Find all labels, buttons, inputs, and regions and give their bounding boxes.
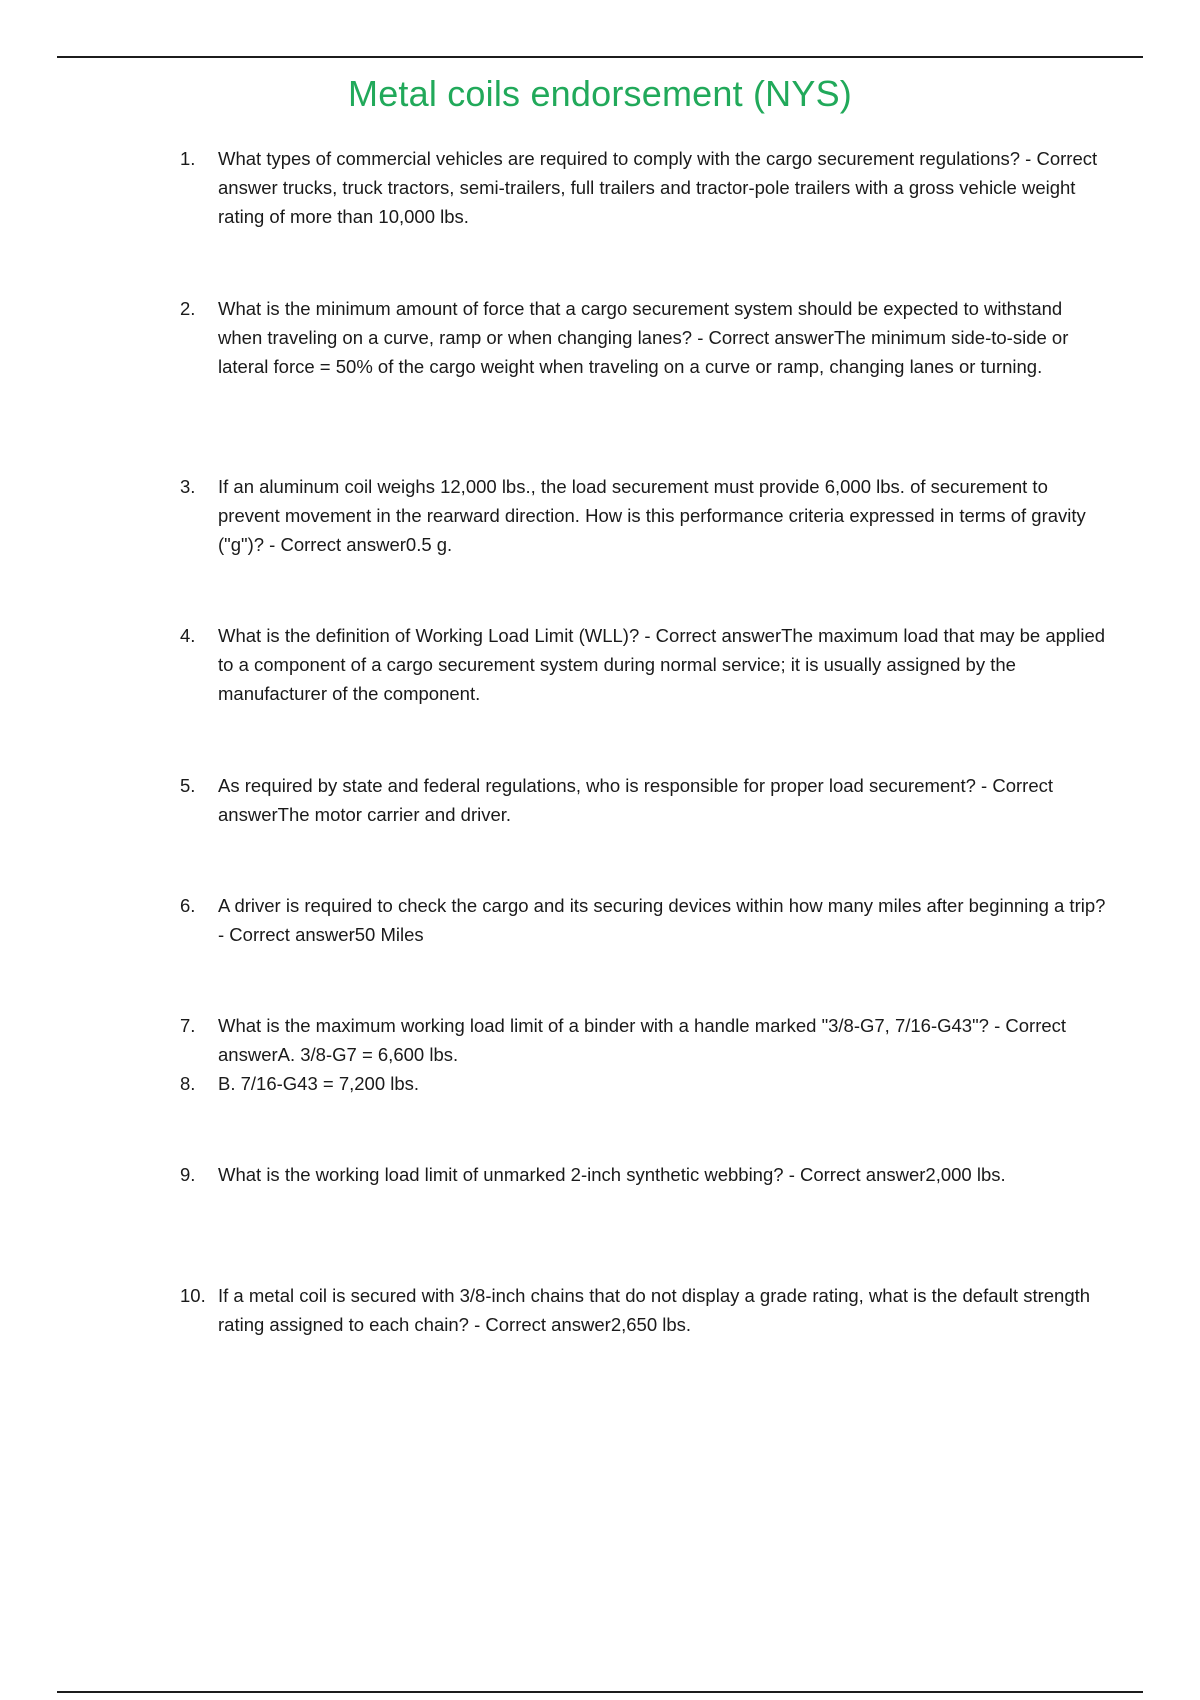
item-text: B. 7/16-G43 = 7,200 lbs.: [218, 1073, 420, 1094]
top-rule: [57, 56, 1143, 58]
item-number: 8.: [180, 1073, 196, 1094]
item-text: As required by state and federal regulations, who is responsible for proper load securement? - Correct answerThe motor carrier and driver.: [218, 775, 1053, 825]
list-item: [180, 891, 1106, 949]
item-text: What is the minimum amount of force that a cargo securement system should be expected to withstand when traveling on a curve, ramp or when changing lanes? - Correct answerThe minimum side-to-side or lateral force = 50% of the cargo weight when traveling on a curve or ramp, changing lanes or turning.: [218, 298, 1069, 377]
item-text: If a metal coil is secured with 3/8-inch chains that do not display a grade rating, what is the default strength rating assigned to each chain? - Correct answer2,650 lbs.: [218, 1285, 1091, 1335]
item-text: A driver is required to check the cargo and its securing devices within how many miles after beginning a trip? - Correct answer50 Miles: [218, 895, 1106, 945]
item-text: What types of commercial vehicles are required to comply with the cargo securement regulations? - Correct answer trucks, truck tractors, semi-trailers, full trailers and tractor-pole trailers with a gross vehicle weight rating of more than 10,000 lbs.: [218, 148, 1098, 227]
item-number: 2.: [180, 298, 196, 319]
list-item: [180, 1281, 1091, 1339]
item-number: 7.: [180, 1015, 196, 1036]
item-number: 6.: [180, 895, 196, 916]
item-text: If an aluminum coil weighs 12,000 lbs., the load securement must provide 6,000 lbs. of securement to prevent movement in the rearward direction. How is this performance criteria expressed in terms of gravity ("g")? - Correct answer0.5 g.: [218, 476, 1086, 555]
item-number: 3.: [180, 476, 196, 497]
item-number: 9.: [180, 1164, 196, 1185]
list-item: [180, 1160, 1080, 1189]
item-text: What is the maximum working load limit of a binder with a handle marked "3/8-G7, 7/16-G43"? - Correct answerA. 3/8-G7 = 6,600 lbs.: [218, 1015, 1067, 1065]
item-number: 1.: [180, 148, 196, 169]
list-item: [180, 1069, 1080, 1098]
page-title: Metal coils endorsement (NYS): [348, 73, 852, 114]
bottom-rule: [57, 1691, 1143, 1693]
item-text: What is the definition of Working Load Limit (WLL)? - Correct answerThe maximum load that may be applied to a component of a cargo securement system during normal service; it is usually assigned by the manufacturer of the component.: [218, 625, 1106, 704]
item-text: What is the working load limit of unmarked 2-inch synthetic webbing? - Correct answer2,000 lbs.: [218, 1164, 1006, 1185]
item-number: 4.: [180, 625, 196, 646]
list-item: [180, 1011, 1080, 1069]
list-item: [180, 294, 1080, 381]
list-item: [180, 621, 1106, 708]
item-number: 5.: [180, 775, 196, 796]
list-item: [180, 144, 1098, 231]
item-number: 10.: [180, 1285, 206, 1306]
list-item: [180, 771, 1080, 829]
list-item: [180, 472, 1086, 559]
